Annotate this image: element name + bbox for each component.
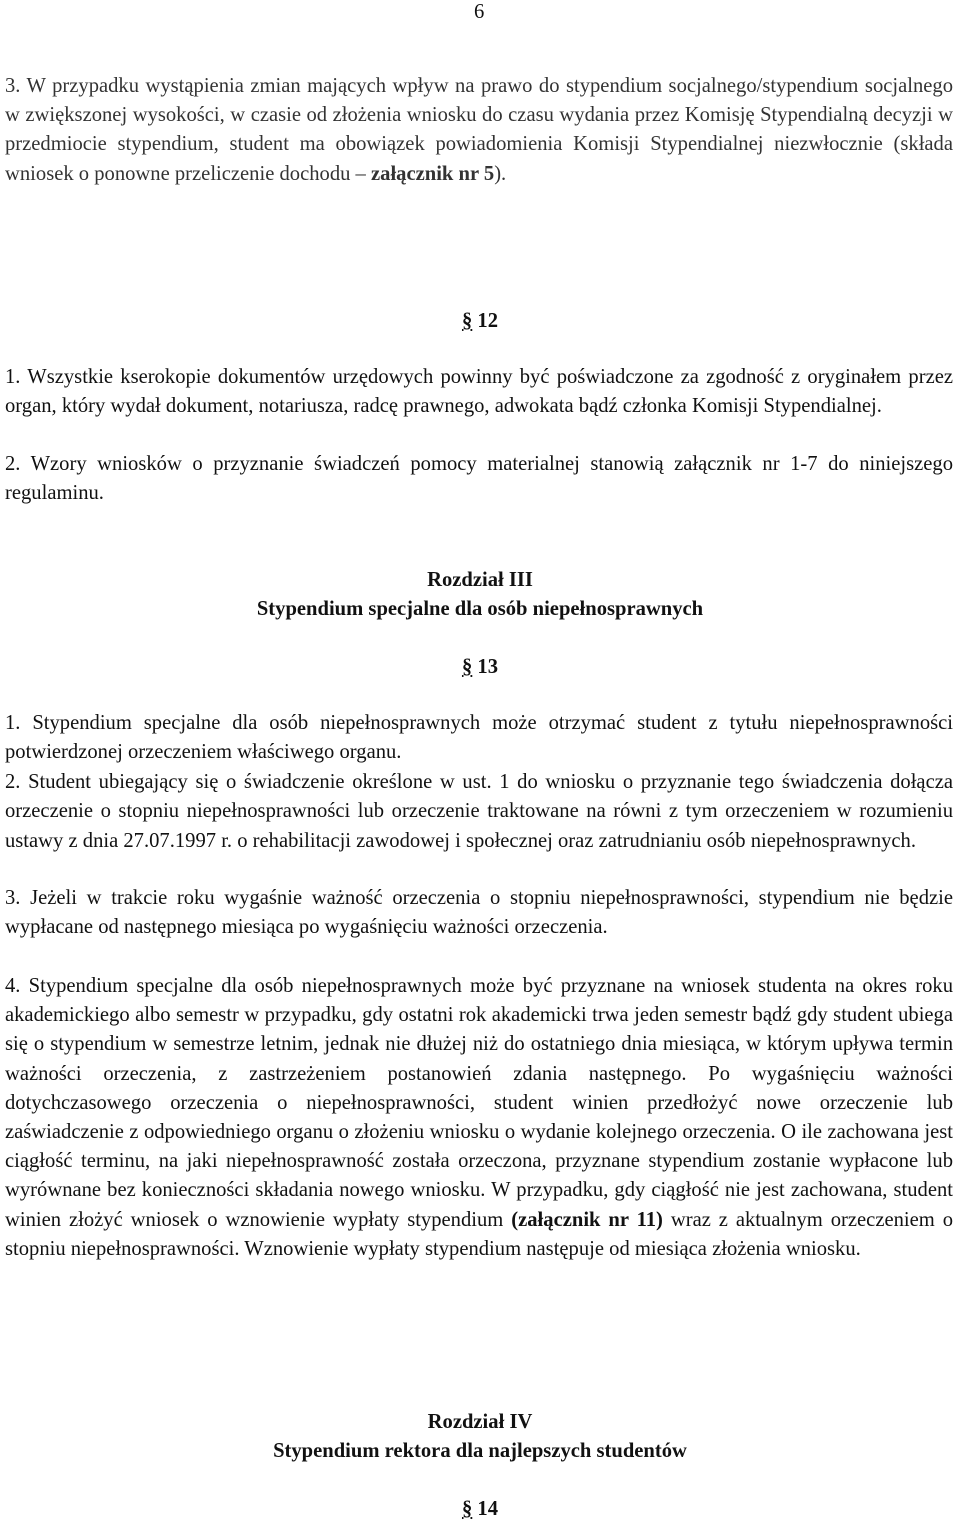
chapter-3-subtitle: Stypendium specjalne dla osób niepełnosprawnych bbox=[256, 598, 704, 620]
attachment-reference: (załącznik nr 11) bbox=[511, 1208, 663, 1231]
section-13-heading bbox=[0, 652, 960, 682]
section-13-paragraph-1: 1. Stypendium specjalne dla osób niepełnosprawnych może otrzymać student z tytułu niepełnosprawności potwierdzonej orzeczeniem właściwego organu. bbox=[5, 712, 953, 764]
page-number: 6 bbox=[474, 1, 485, 23]
section-number: 14 bbox=[477, 1498, 499, 1520]
chapter-4-title: Rozdział IV bbox=[427, 1411, 533, 1433]
section-13-paragraph-2: 2. Student ubiegający się o świadczenie określone w ust. 1 do wniosku o przyznanie tego świadczenia dołącza orzeczenie o stopniu niepełnosprawności lub orzeczenie traktowane na równi z tym orzeczeniem w rozumieniu ustawy z dnia 27.07.1997 r. o rehabilitacji zawodowej i społecznej oraz zatrudnianiu osób niepełnosprawnych. bbox=[5, 771, 953, 852]
paragraph-text: 3. W przypadku wystąpienia zmian mających wpływ na prawo do stypendium socjalnego/stypendium socjalnego w zwiększonej wysokości, w czasie od złożenia wniosku do czasu wydania przez Komisję Stypendialną decyzji w przedmiocie stypendium, student ma obowiązek powiadomienia Komisji Stypendialnej niezwłocznie (składa wniosek o ponowne przeliczenie dochodu – bbox=[5, 75, 953, 185]
paragraph-text-end: wraz z aktualnym orzeczeniem o stopniu niepełnosprawności. Wznowienie wypłaty stypendium następuje od miesiąca złożenia wniosku. bbox=[5, 1208, 954, 1260]
section-14-heading bbox=[0, 1494, 960, 1524]
section-12-heading bbox=[0, 306, 960, 336]
chapter-3-title: Rozdział III bbox=[427, 569, 533, 591]
section-12-paragraph-2: 2. Wzory wniosków o przyznanie świadczeń pomocy materialnej stanowią załącznik nr 1-7 do niniejszego regulaminu. bbox=[5, 453, 953, 504]
attachment-reference: załącznik nr 5 bbox=[371, 162, 495, 185]
section-11-paragraph-3 bbox=[5, 72, 953, 189]
section-symbol: § bbox=[461, 656, 473, 678]
section-13-paragraph-3: 3. Jeżeli w trakcie roku wygaśnie ważność orzeczenia o stopniu niepełnosprawności, stypendium nie będzie wypłacane od następnego miesiąca po wygaśnięciu ważności orzeczenia. bbox=[5, 887, 953, 939]
section-number: 12 bbox=[477, 310, 499, 332]
paragraph-text: 4. Stypendium specjalne dla osób niepełnosprawnych może być przyznane na wniosek studenta na okres roku akademickiego albo semestr w przypadku, gdy ostatni rok akademicki trwa jeden semestr bądź gdy student ubiega się o stypendium w semestrze letnim, jednak nie dłużej niż do ostatniego dnia miesiąca, w którym upływa termin ważności orzeczenia, z zastrzeżeniem postanowień zdania następnego. Po wygaśnięciu ważności dotychczasowego orzeczenia o niepełnosprawności, student winien przedłożyć nowe orzeczenie lub zaświadczenie z odpowiedniego organu o złożeniu wniosku o wydanie kolejnego orzeczenia. O ile zachowana jest ciągłość terminu, na jaki niepełnosprawność została orzeczona, przyznane stypendium zostanie wypłacone lub wyrównane bez konieczności składania nowego wniosku. W przypadku, gdy ciągłość nie jest zachowana, student winien złożyć wniosek o wznowienie wypłaty stypendium bbox=[5, 975, 953, 1231]
section-13-paragraph-4 bbox=[5, 972, 953, 1264]
chapter-4-subtitle: Stypendium rektora dla najlepszych studentów bbox=[273, 1440, 687, 1462]
section-symbol: § bbox=[461, 1498, 473, 1520]
section-number: 13 bbox=[477, 656, 499, 678]
section-symbol: § bbox=[461, 310, 473, 332]
paragraph-text-end: ). bbox=[494, 162, 507, 185]
section-12-paragraph-1: 1. Wszystkie kserokopie dokumentów urzędowych powinny być poświadczone za zgodność z oryginałem przez organ, który wydał dokument, notariusza, radcę prawnego, adwokata bądź członka Komisji Stypendialnej. bbox=[5, 366, 953, 417]
